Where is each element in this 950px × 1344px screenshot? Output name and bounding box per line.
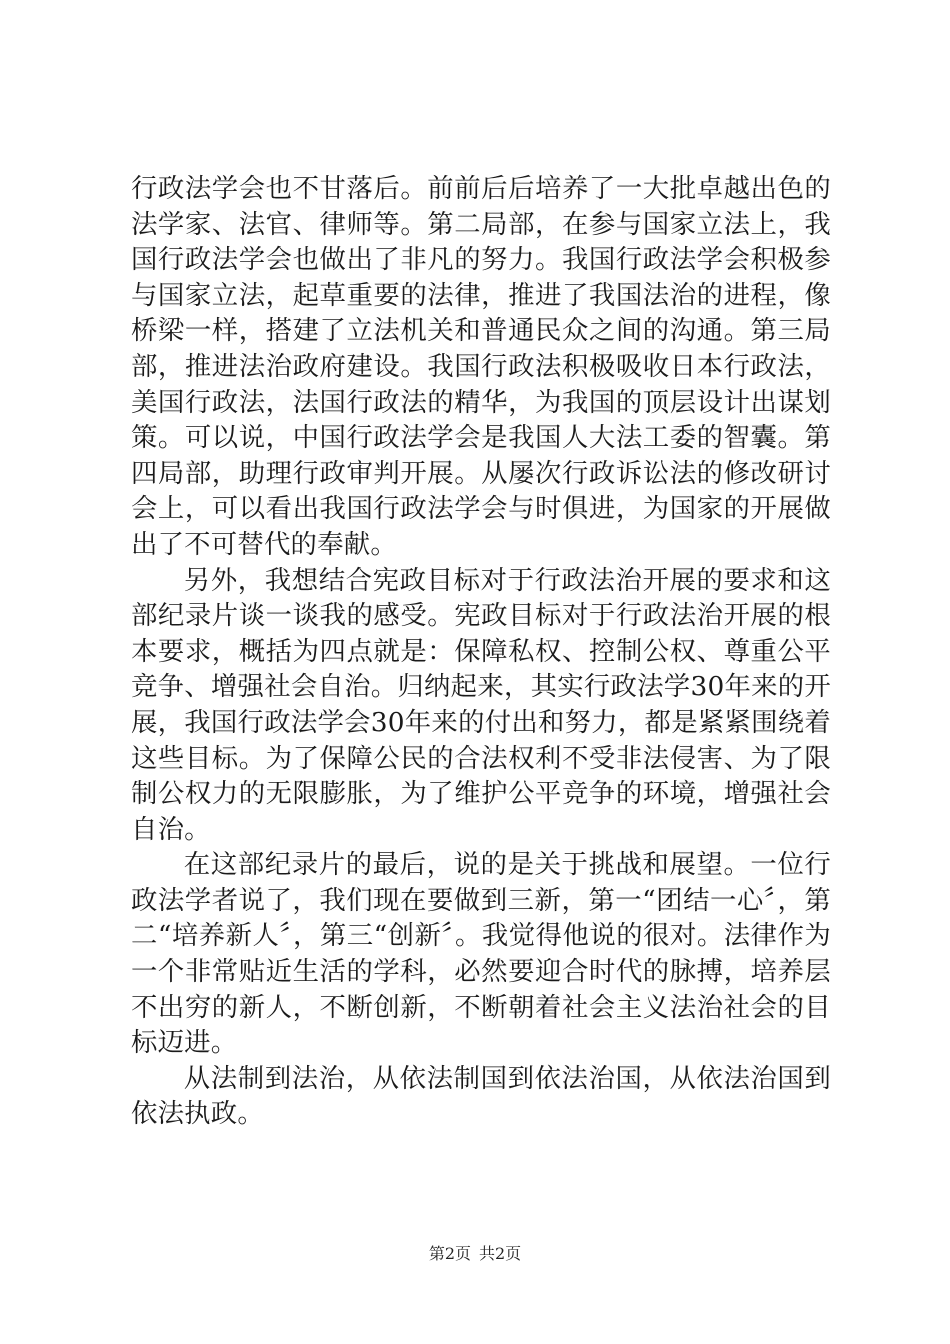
body-text [131, 171, 831, 1132]
paragraph-2: 另外，我想结合宪政目标对于行政法治开展的要求和这部纪录片谈一谈我的感受。宪政目标对于行政法治开展的根本要求，概括为四点就是：保障私权、控制公权、尊重公平竞争、增强社会自治。归纳起来，其实行政法学30年来的开展，我国行政法学会30年来的付出和努力，都是紧紧围绕着这些目标。为了保障公民的合法权利不受非法侵害、为了限制公权力的无限膨胀，为了维护公平竞争的环境，增强社会自治。 [131, 564, 831, 845]
paragraph-1: 行政法学会也不甘落后。前前后后培养了一大批卓越出色的法学家、法官、律师等。第二局部，在参与国家立法上，我国行政法学会也做出了非凡的努力。我国行政法学会积极参与国家立法，起草重要的法律，推进了我国法治的进程，像桥梁一样，搭建了立法机关和普通民众之间的沟通。第三局部，推进法治政府建设。我国行政法积极吸收日本行政法，美国行政法，法国行政法的精华，为我国的顶层设计出谋划策。可以说，中国行政法学会是我国人大法工委的智囊。第四局部，助理行政审判开展。从屡次行政诉讼法的修改研讨会上，可以看出我国行政法学会与时俱进，为国家的开展做出了不可替代的奉献。 [131, 173, 831, 560]
paragraph-3: 在这部纪录片的最后，说的是关于挑战和展望。一位行政法学者说了，我们现在要做到三新，第一“团结一心〞，第二“培养新人〞，第三“创新〞。我觉得他说的很对。法律作为一个非常贴近生活的学科，必然要迎合时代的脉搏，培养层不出穷的新人，不断创新，不断朝着社会主义法治社会的目标迈进。 [131, 849, 831, 1059]
page-footer [0, 1244, 950, 1264]
page-number-current: 第2页 [428, 1244, 471, 1263]
page-number-total: 共2页 [479, 1244, 522, 1263]
paragraph-4: 从法制到法治，从依法制国到依法治国，从依法治国到依法执政。 [131, 1062, 831, 1130]
